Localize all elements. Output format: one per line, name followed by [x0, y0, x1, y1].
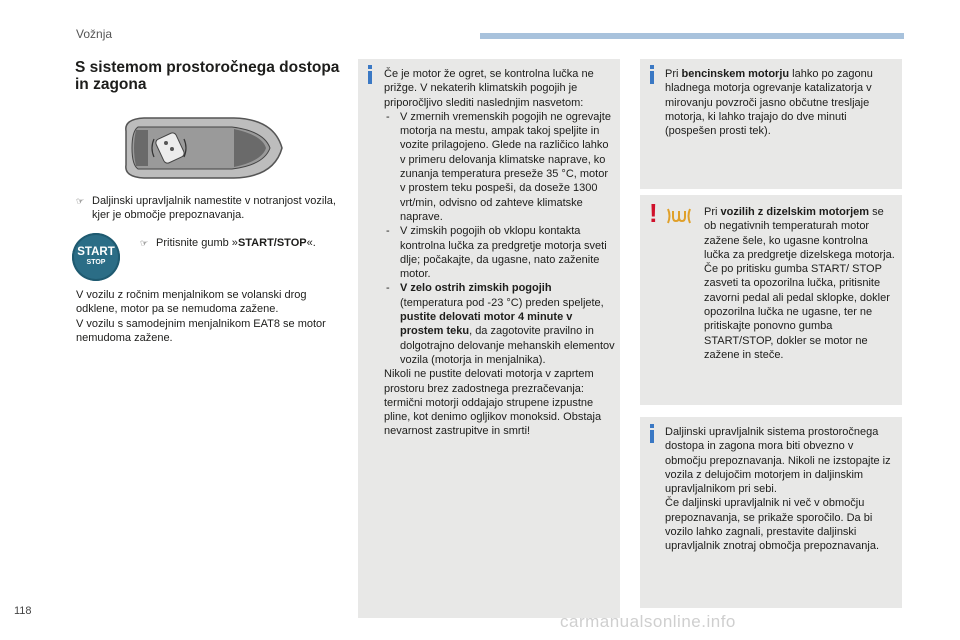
warning-exclamation-icon: ! — [649, 198, 658, 228]
remote-text: Daljinski upravljalnik sistema prostoročnega dostopa in zagona mora biti obvezno v območju prepoznavanja. Nikoli ne izstopajte iz vozila z delujočim motorjem in daljinskim upravljalnikom pri sebi. Če daljinski upravljalnik ni več v območju prepoznavanja, se prikaže sporočilo. Da bi vozilo lahko zagnali, prestavite daljinski upravljalnik znotraj območja prepoznavanja. — [665, 426, 891, 553]
page-number: 118 — [14, 605, 32, 617]
start-stop-button-icon: START STOP — [72, 233, 120, 281]
glow-plug-icon — [665, 207, 693, 225]
header-bar — [480, 33, 904, 39]
section-label: Vožnja — [76, 27, 113, 41]
bullet-place-remote: ☞ Daljinski upravljalnik namestite v notranjost vozila, kjer je območje prepoznavanja. — [76, 195, 336, 221]
list-item: - V zimskih pogojih ob vklopu kontakta kontrolna lučka za predgretje motorja sveti dlje; počakajte, da ugasne, nato zaženite motor. — [384, 224, 616, 281]
info-icon — [650, 65, 654, 84]
bullet-press-start: ☞ Pritisnite gumb »START/STOP«. — [140, 237, 316, 249]
watermark: carmanualsonline.info — [560, 612, 736, 631]
arrow-bullet-icon: ☞ — [76, 196, 85, 206]
list-item: - V zelo ostrih zimskih pogojih (temperatura pod -23 °C) preden speljete, pustite delovati motor 4 minute v prostem teku, da zagotovite pravilno in dolgotrajno delovanje mehanskih elementov vozila (motorja in menjalnika). — [384, 281, 616, 367]
diesel-text: Pri vozilih z dizelskim motorjem se ob negativnih temperaturah motor zažene šele, ko ugasne kontrolna lučka za predgretje dizelskega motorja. Če po pritisku gumba START/ STOP zasveti ta opozorilna lučka, pritisnite zavorni pedal ali pedal sklopke, dokler opozorilna lučka ne ugasne, ter ne pritiskajte ponovno gumba START/STOP, dokler se motor ne zažene in steče. — [704, 206, 895, 361]
car-key-illustration — [114, 113, 290, 183]
info-icon — [650, 424, 654, 443]
gearbox-paragraph: V vozilu z ročnim menjalnikom se volanski drog odklene, motor pa se nemudoma zažene. V vozilu s samodejnim menjalnikom EAT8 se motor nemudoma zažene. — [76, 289, 326, 344]
list-item: - V zmernih vremenskih pogojih ne ogrevajte motorja na mestu, ampak takoj speljite in vozite prilagojeno. Glede na različico lahko v primeru delovanja klimatske naprave, ko zunanja temperatura preseže 35 °C, motor v prostem teku pospeši, da doseže 1300 vrt/min, odvisno od zahteve klimatske naprave. — [384, 110, 616, 224]
warmup-text: Če je motor že ogret, se kontrolna lučka ne prižge. V nekaterih klimatskih pogojih je priporočljivo slediti naslednjim nasvetom: - V zmernih vremenskih pogojih ne ogrevajte motorja na mestu, ampak takoj speljite in vozite prilagojeno. Glede na različico lahko v primeru delovanja klimatske naprave, ko zunanja temperatura preseže 35 °C, motor v prostem teku pospeši, da doseže 1300 vrt/min, odvisno od zahteve klimatske naprave. - V zimskih pogojih ob vklopu kontakta kontrolna lučka za predgretje motorja sveti dlje; počakajte, da ugasne, nato zaženite motor. - V zelo ostrih zimskih pogojih (temperatura pod -23 °C) preden speljete, pustite delovati motor 4 minute v prostem teku, da zagotovite pravilno in dolgotrajno delovanje mehanskih elementov vozila (motorja in menjalnika). Nikoli ne pustite delovati motorja v zaprtem prostoru brez zadostnega prezračevanja: termični motorji oddajajo strupene izpustne pline, kot denimo ogljikov monoksid. Obstaja nevarnost zastrupitve in smrti! — [384, 67, 616, 439]
petrol-text: Pri bencinskem motorju lahko po zagonu hladnega motorja ogrevanje katalizatorja v mirovanju povzroči jasno občutne tresljaje motorja, ki lahko trajajo do dve minuti (pospešen prosti tek). — [665, 68, 873, 138]
info-icon — [368, 65, 372, 84]
arrow-bullet-icon: ☞ — [140, 238, 149, 248]
section-title: S sistemom prostoročnega dostopa in zagona — [75, 59, 340, 93]
